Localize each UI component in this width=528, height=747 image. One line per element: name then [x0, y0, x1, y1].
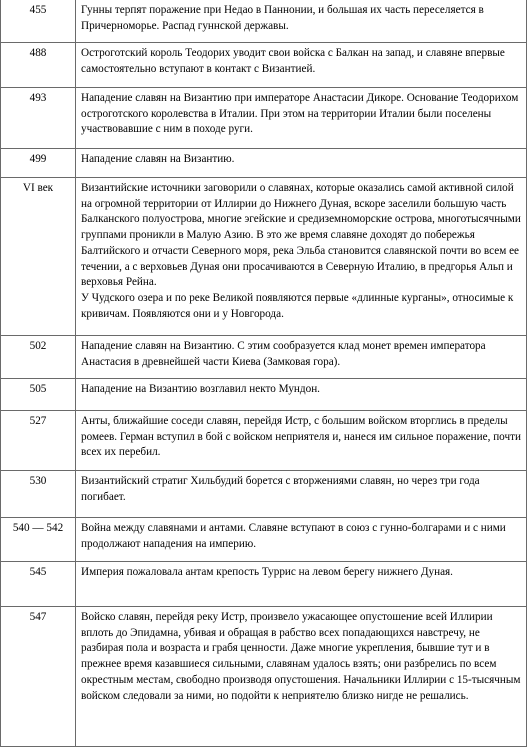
row-event: Нападение славян на Византию.	[76, 149, 527, 178]
table-row	[1, 411, 527, 471]
row-date: 505	[1, 379, 76, 411]
row-date: 493	[1, 88, 76, 149]
table-row	[1, 88, 527, 149]
row-date: 499	[1, 149, 76, 178]
row-event: Нападение на Византию возглавил некто Мундон.	[76, 379, 527, 411]
row-date: 502	[1, 336, 76, 379]
table-row	[1, 471, 527, 518]
row-event: Война между славянами и антами. Славяне вступают в союз с гунно-болгарами и с ними продолжают нападения на империю.	[76, 518, 527, 562]
row-date: 540 — 542	[1, 518, 76, 562]
row-date: 527	[1, 411, 76, 471]
row-event: Остроготский король Теодорих уводит свои войска с Балкан на запад, и славяне впервые самостоятельно вступают в контакт с Византией.	[76, 43, 527, 88]
row-event: Нападение славян на Византию. С этим сообразуется клад монет времен императора Анастасия в древнейшей части Киева (Замковая гора).	[76, 336, 527, 379]
table-row	[1, 607, 527, 747]
row-date: 455	[1, 0, 76, 43]
row-event: Войско славян, перейдя реку Истр, произвело ужасающее опустошение всей Иллирии вплоть до Эпидамна, убивая и обращая в рабство всех попадающихся навстречу, не разбирая пола и возраста и грабя ценности. Даже многие укрепления, бывшие тут и в прежнее время казавшиеся сильными, славянам удалось взять; они разбрелись по всем окрестным местам, свободно производя опустошения. Начальники Иллирии с 15-тысячным войском следовали за ними, но подойти к неприятелю близко нигде не решались.	[76, 607, 527, 747]
table-row	[1, 336, 527, 379]
row-event: Анты, ближайшие соседи славян, перейдя Истр, с большим войском вторглись в пределы ромеев. Герман вступил в бой с войском неприятеля и, нанеся им сильное поражение, почти всех их перебил.	[76, 411, 527, 471]
table-row	[1, 379, 527, 411]
row-event: Гунны терпят поражение при Недао в Паннонии, и большая их часть переселяется в Причерноморье. Распад гуннской державы.	[76, 0, 527, 43]
row-event: Нападение славян на Византию при императоре Анастасии Дикоре. Основание Теодорихом остроготского королевства в Италии. При этом на территории Италии были поселены участвовавшие с ним в походе руги.	[76, 88, 527, 149]
row-date: 547	[1, 607, 76, 747]
table-row	[1, 518, 527, 562]
table-row	[1, 43, 527, 88]
table-row	[1, 0, 527, 43]
table-row	[1, 562, 527, 607]
row-event: Империя пожаловала антам крепость Туррис на левом берегу нижнего Дуная.	[76, 562, 527, 607]
row-date: 545	[1, 562, 76, 607]
row-date: 488	[1, 43, 76, 88]
row-date: 530	[1, 471, 76, 518]
row-event: Византийский стратиг Хильбудий борется с вторжениями славян, но через три года погибает.	[76, 471, 527, 518]
row-date: VI век	[1, 178, 76, 336]
table-row	[1, 178, 527, 336]
row-event: Византийские источники заговорили о славянах, которые оказались самой активной силой на огромной территории от Иллирии до Нижнего Дуная, вскоре заселили большую часть Балканского полуострова, многие эгейские и средиземноморские острова, многотысячными группами проникли в Малую Азию. В это же время славяне доходят до побережья Балтийского и отчасти Северного моря, река Эльба становится славянской почти во всем ее течении, а с верховьев Дуная они просачиваются в Северную Италию, в предгорья Альп и верховья Рейна. У Чудского озера и по реке Великой появляются первые «длинные курганы», относимые к кривичам. Появляются они и у Новгорода.	[76, 178, 527, 336]
table-row	[1, 149, 527, 178]
